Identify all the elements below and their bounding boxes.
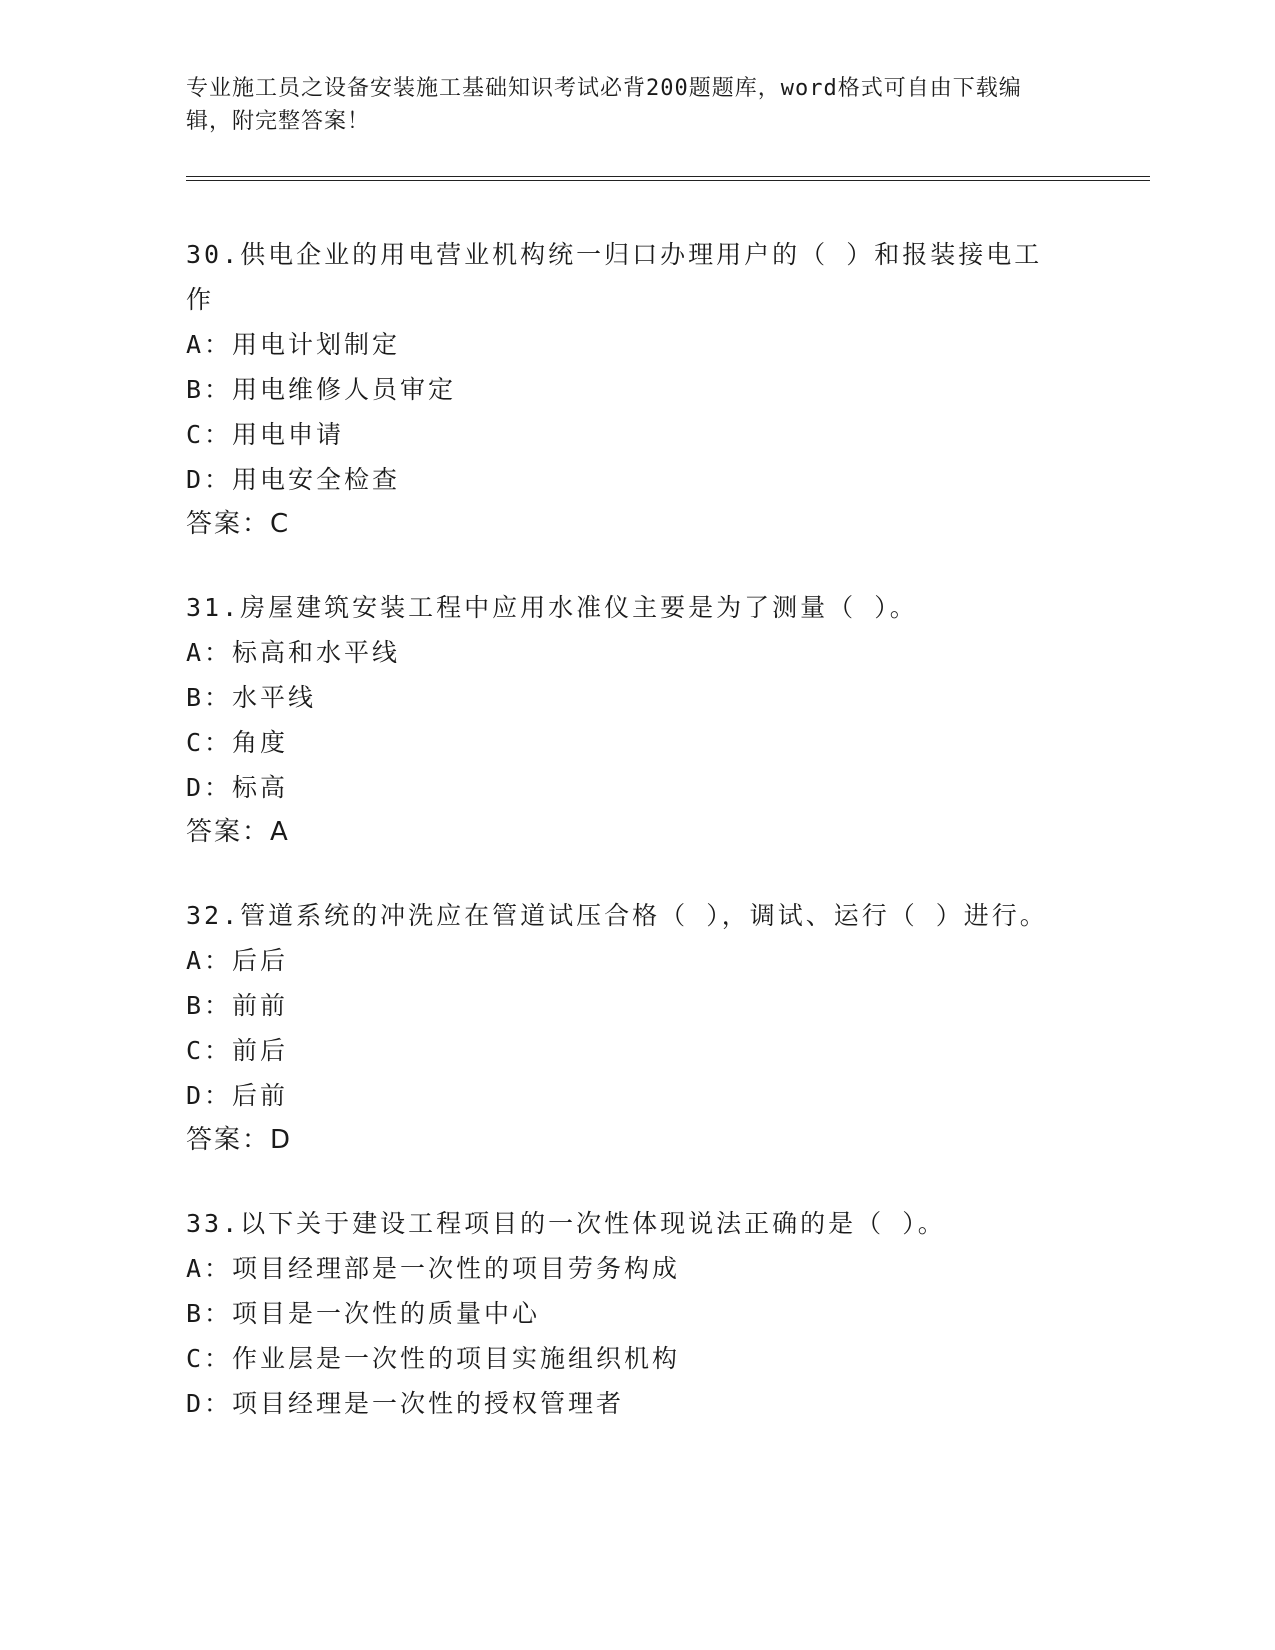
option-c: C：前后 bbox=[186, 1036, 289, 1065]
option-d: D：后前 bbox=[186, 1081, 289, 1110]
question-stem: 32.管道系统的冲洗应在管道试压合格（ ），调试、运行（ ）进行。 bbox=[186, 901, 1048, 930]
option-c: C：角度 bbox=[186, 728, 289, 757]
option-b: B：水平线 bbox=[186, 683, 317, 712]
option-c: C：作业层是一次性的项目实施组织机构 bbox=[186, 1344, 681, 1373]
option-a: A：后后 bbox=[186, 946, 289, 975]
option-c: C：用电申请 bbox=[186, 420, 345, 449]
question-33 bbox=[186, 1201, 1066, 1426]
option-d: D：用电安全检查 bbox=[186, 465, 401, 494]
option-b: B：用电维修人员审定 bbox=[186, 375, 457, 404]
option-b: B：项目是一次性的质量中心 bbox=[186, 1299, 541, 1328]
question-31 bbox=[186, 585, 1066, 855]
question-stem: 31.房屋建筑安装工程中应用水准仪主要是为了测量（ ）。 bbox=[186, 593, 918, 622]
question-stem: 30.供电企业的用电营业机构统一归口办理用户的（ ）和报装接电工作 bbox=[186, 240, 1043, 314]
option-a: A：用电计划制定 bbox=[186, 330, 401, 359]
option-d: D：标高 bbox=[186, 773, 289, 802]
option-a: A：项目经理部是一次性的项目劳务构成 bbox=[186, 1254, 681, 1283]
question-stem: 33.以下关于建设工程项目的一次性体现说法正确的是（ ）。 bbox=[186, 1209, 946, 1238]
answer: 答案：C bbox=[186, 509, 291, 539]
option-a: A：标高和水平线 bbox=[186, 638, 401, 667]
answer: 答案：D bbox=[186, 1125, 293, 1155]
question-30 bbox=[186, 232, 1066, 547]
page-header: 专业施工员之设备安装施工基础知识考试必背200题题库，word格式可自由下载编辑，附完整答案！ bbox=[186, 76, 1022, 134]
header-double-rule bbox=[186, 176, 1150, 181]
option-d: D：项目经理是一次性的授权管理者 bbox=[186, 1389, 625, 1418]
question-list bbox=[186, 232, 1066, 1464]
answer: 答案：A bbox=[186, 817, 290, 847]
option-b: B：前前 bbox=[186, 991, 289, 1020]
question-32 bbox=[186, 893, 1066, 1163]
